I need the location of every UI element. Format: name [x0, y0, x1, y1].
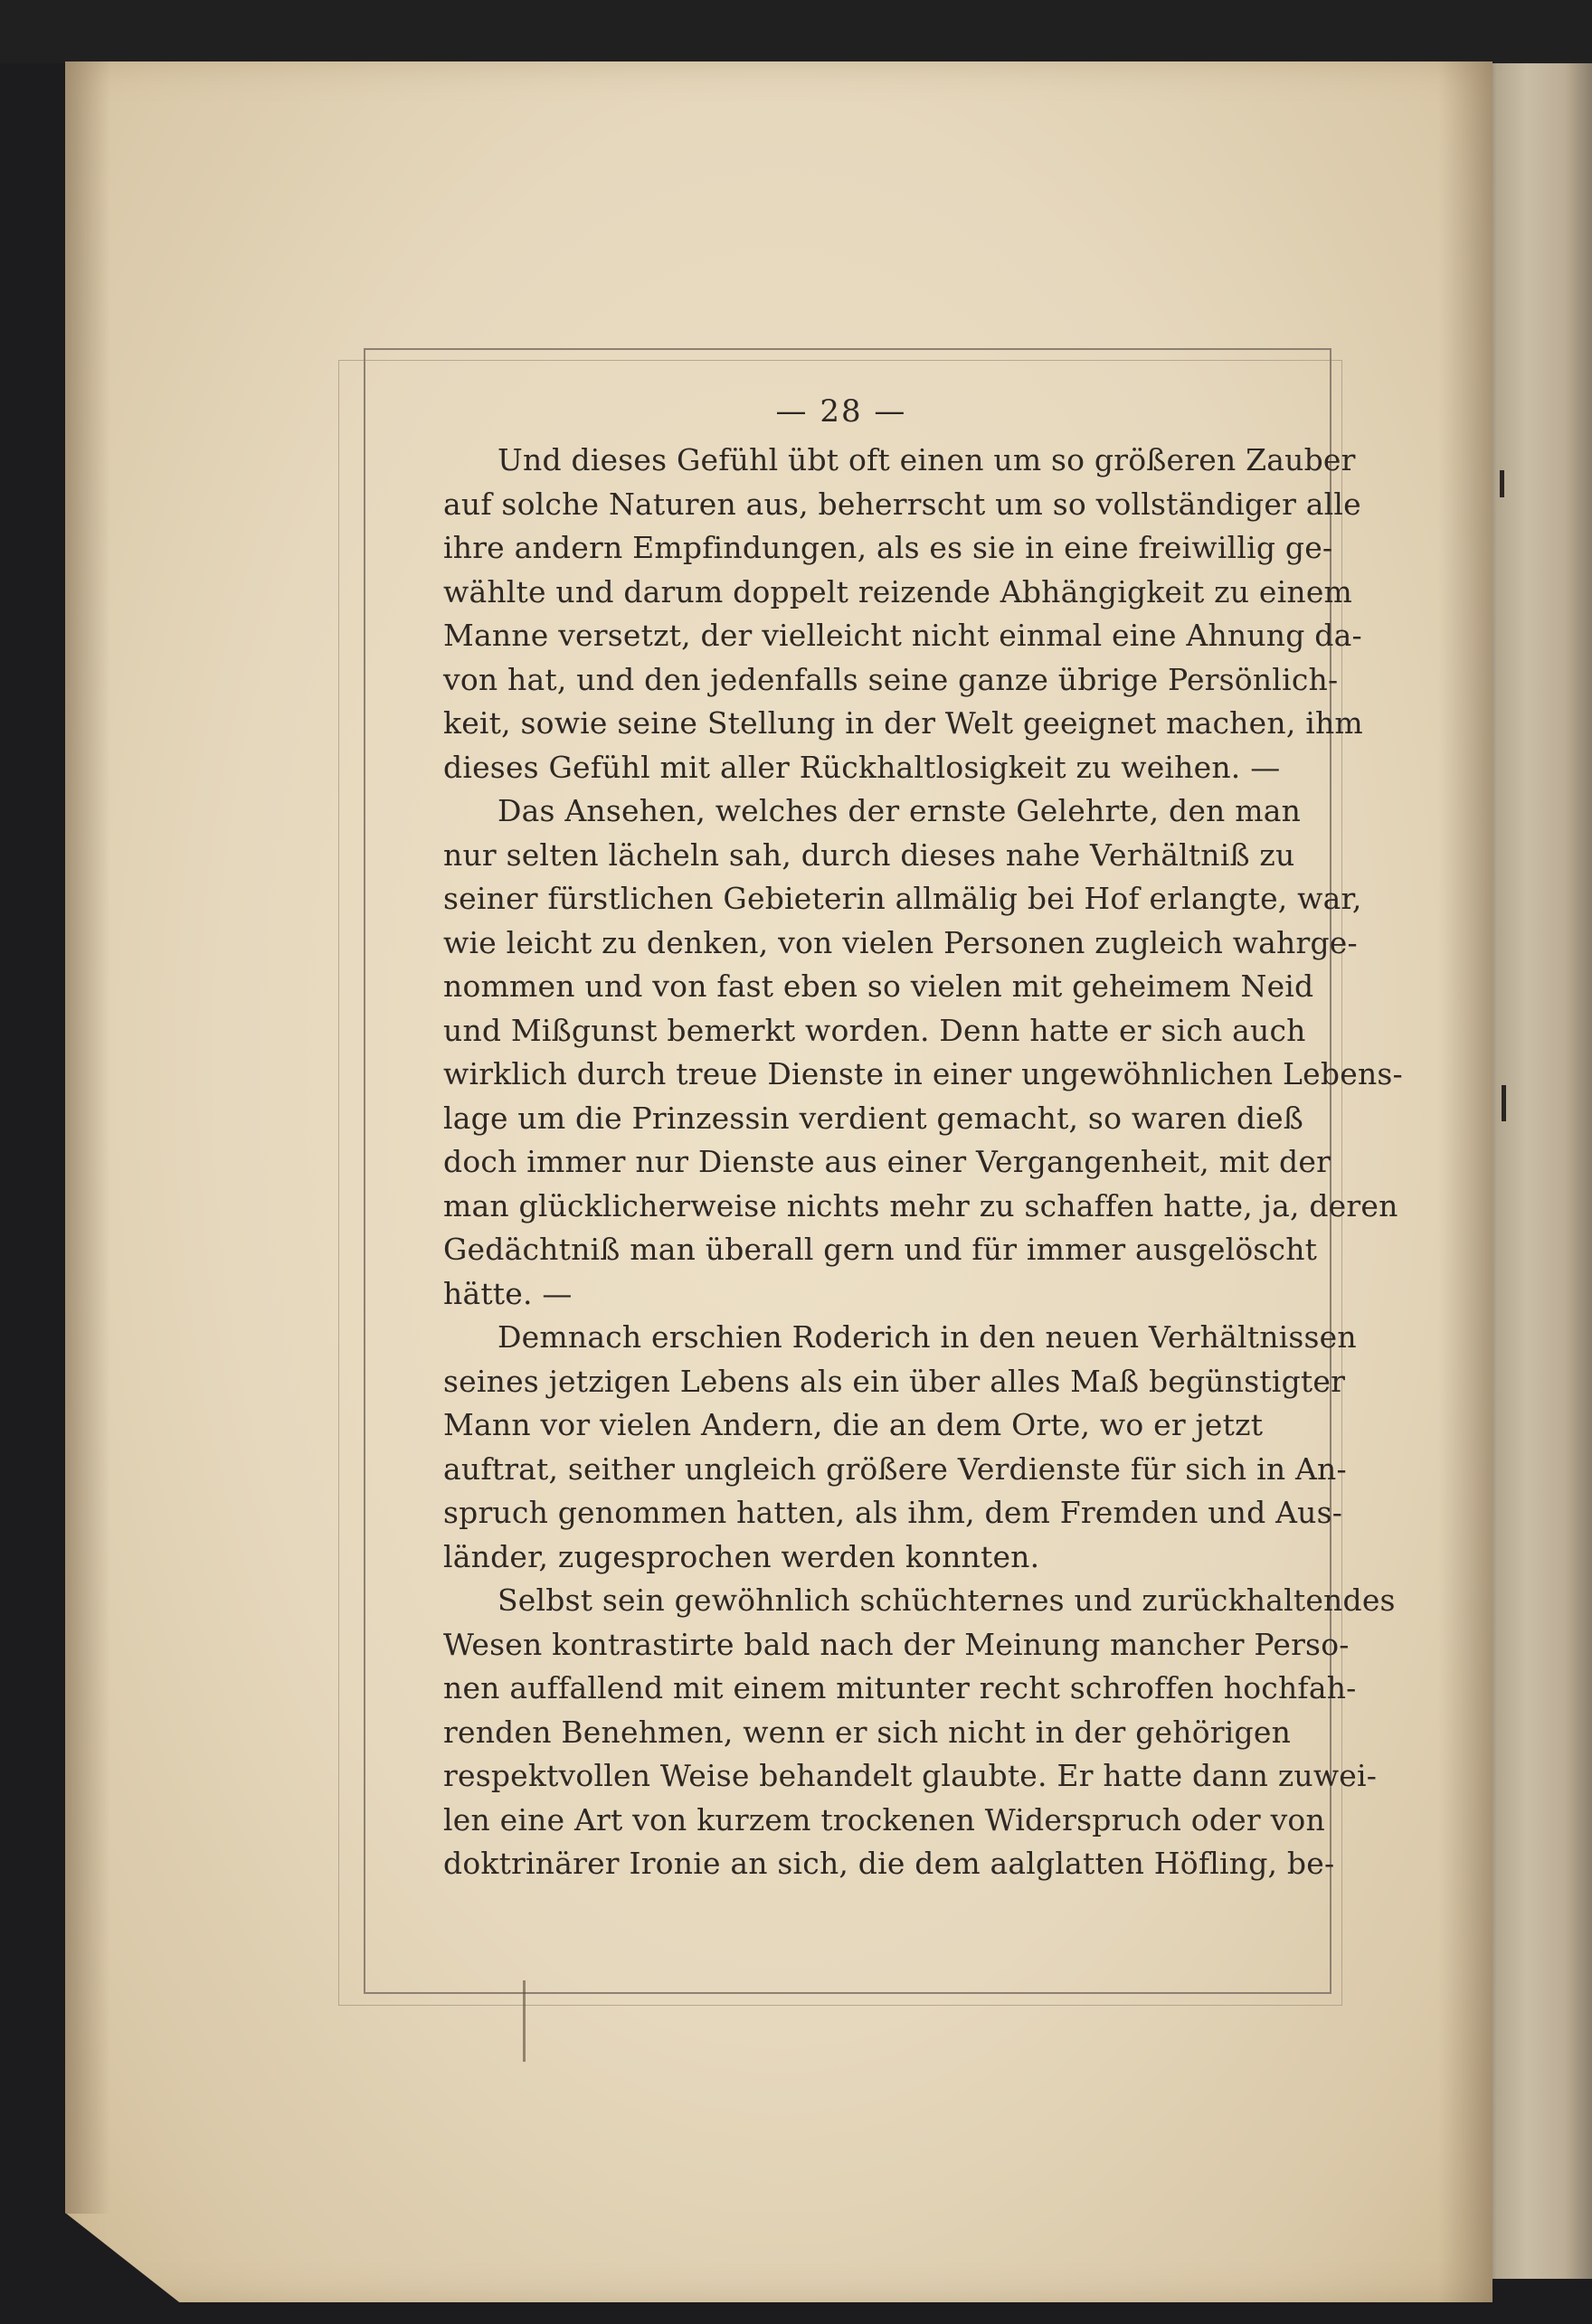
text-line: keit, sowie seine Stellung in der Welt geeignet machen, ihm	[443, 705, 1363, 741]
text-line: Das Ansehen, welches der ernste Gelehrte, den man	[498, 793, 1302, 828]
text-line: renden Benehmen, wenn er sich nicht in der gehörigen	[443, 1714, 1292, 1750]
text-lines	[443, 439, 1403, 1886]
page-shadow-right	[1438, 61, 1492, 2302]
text-line: ihre andern Empfindungen, als es sie in eine freiwillig ge-	[443, 530, 1333, 565]
text-line: wie leicht zu denken, von vielen Personen zugleich wahrge-	[443, 924, 1358, 960]
text-line: auf solche Naturen aus, beherrscht um so vollständiger alle	[443, 486, 1361, 522]
pencil-mark	[523, 1980, 526, 2062]
text-line: len eine Art von kurzem trockenen Widerspruch oder von	[443, 1801, 1325, 1837]
text-line: respektvollen Weise behandelt glaubte. Er hatte dann zuwei-	[443, 1758, 1378, 1793]
text-line: spruch genommen hatten, als ihm, dem Fremden und Aus-	[443, 1495, 1343, 1530]
text-line: auftrat, seither ungleich größere Verdienste für sich in An-	[443, 1450, 1347, 1487]
page-shadow-left	[65, 61, 110, 2214]
text-line: von hat, und den jedenfalls seine ganze übrige Persönlich-	[443, 661, 1339, 697]
text-line: Selbst sein gewöhnlich schüchternes und zurückhaltendes	[498, 1582, 1396, 1618]
text-line: dieses Gefühl mit aller Rückhaltlosigkeit zu weihen. —	[443, 749, 1281, 785]
adjacent-page-edge	[1483, 63, 1592, 2279]
text-line: Mann vor vielen Andern, die an dem Orte, wo er jetzt	[443, 1407, 1264, 1442]
text-line: seines jetzigen Lebens als ein über alles Maß begünstigter	[443, 1363, 1346, 1399]
binding-mark	[1500, 470, 1504, 497]
text-line: Gedächtniß man überall gern und für immer ausgelöscht	[443, 1232, 1318, 1267]
page-number: — 28 —	[775, 393, 907, 430]
text-line: hätte. —	[443, 1275, 573, 1311]
text-line: wirklich durch treue Dienste in einer ungewöhnlichen Lebens-	[443, 1056, 1403, 1091]
text-line: Und dieses Gefühl übt oft einen um so größeren Zauber	[498, 442, 1356, 477]
text-line: und Mißgunst bemerkt worden. Denn hatte er sich auch	[443, 1012, 1306, 1048]
text-line: nur selten lächeln sah, durch dieses nahe Verhältniß zu	[443, 836, 1295, 873]
text-line: seiner fürstlichen Gebieterin allmälig bei Hof erlangte, war,	[443, 881, 1362, 916]
text-line: Manne versetzt, der vielleicht nicht einmal eine Ahnung da-	[443, 618, 1362, 653]
text-line: Wesen kontrastirte bald nach der Meinung mancher Perso-	[443, 1626, 1350, 1662]
text-line: doch immer nur Dienste aus einer Vergangenheit, mit der	[443, 1144, 1331, 1179]
text-line: lage um die Prinzessin verdient gemacht, so waren dieß	[443, 1100, 1304, 1136]
page-text	[443, 384, 1403, 1886]
text-line: Demnach erschien Roderich in den neuen Verhältnissen	[498, 1319, 1357, 1355]
text-line: länder, zugesprochen werden konnten.	[443, 1538, 1040, 1574]
text-line: nommen und von fast eben so vielen mit geheimem Neid	[443, 968, 1314, 1004]
text-line: nen auffallend mit einem mitunter recht schroffen hochfah-	[443, 1670, 1357, 1705]
text-line: man glücklicherweise nichts mehr zu schaffen hatte, ja, deren	[443, 1187, 1398, 1223]
binding-mark	[1502, 1085, 1506, 1121]
text-line: doktrinärer Ironie an sich, die dem aalglatten Höfling, be-	[443, 1846, 1335, 1881]
text-line: wählte und darum doppelt reizende Abhängigkeit zu einem	[443, 573, 1353, 609]
scan-background	[0, 0, 1592, 63]
